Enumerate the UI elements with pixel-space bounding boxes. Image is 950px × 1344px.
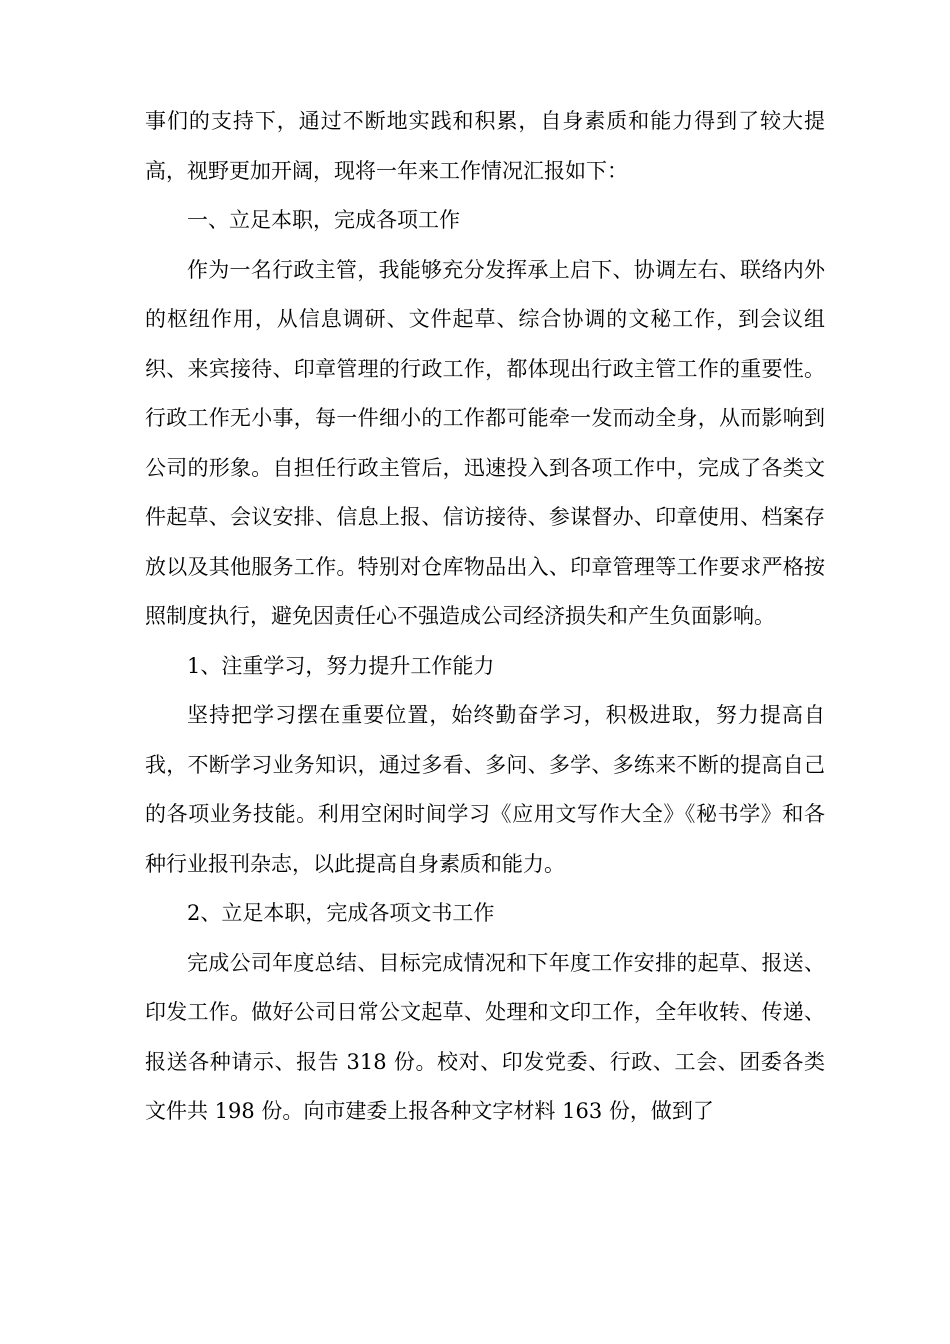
paragraph-role-description: 作为一名行政主管，我能够充分发挥承上启下、协调左右、联络内外的枢纽作用，从信息调研、文件起草、综合协调的文秘工作，到会议组织、来宾接待、印章管理的行政工作，都体现出行政主管工作的重要性。行政工作无小事，每一件细小的工作都可能牵一发而动全身，从而影响到公司的形象。自担任行政主管后，迅速投入到各项工作中，完成了各类文件起草、会议安排、信息上报、信访接待、参谋督办、印章使用、档案存放以及其他服务工作。特别对仓库物品出入、印章管理等工作要求严格按照制度执行，避免因责任心不强造成公司经济损失和产生负面影响。: [145, 257, 825, 628]
subheading-documents: 2、立足本职，完成各项文书工作: [187, 901, 495, 925]
section-heading-1: 一、立足本职，完成各项工作: [187, 208, 460, 232]
document-body: [145, 97, 825, 1137]
subheading-study: 1、注重学习，努力提升工作能力: [187, 653, 495, 678]
paragraph-study: 坚持把学习摆在重要位置，始终勤奋学习，积极进取，努力提高自我，不断学习业务知识，通过多看、多问、多学、多练来不断的提高自己的各项业务技能。利用空闲时间学习《应用文写作大全》《秘书学》和各种行业报刊杂志，以此提高自身素质和能力。: [145, 703, 825, 876]
paragraph-continuation: 事们的支持下，通过不断地实践和积累，自身素质和能力得到了较大提高，视野更加开阔，现将一年来工作情况汇报如下：: [145, 109, 825, 183]
paragraph-documents: 完成公司年度总结、目标完成情况和下年度工作安排的起草、报送、印发工作。做好公司日常公文起草、处理和文印工作，全年收转、传递、报送各种请示、报告 318 份。校对、印发党委、行政、工会、团委各类文件共 198 份。向市建委上报各种文字材料 163 份，做到了: [145, 950, 825, 1123]
